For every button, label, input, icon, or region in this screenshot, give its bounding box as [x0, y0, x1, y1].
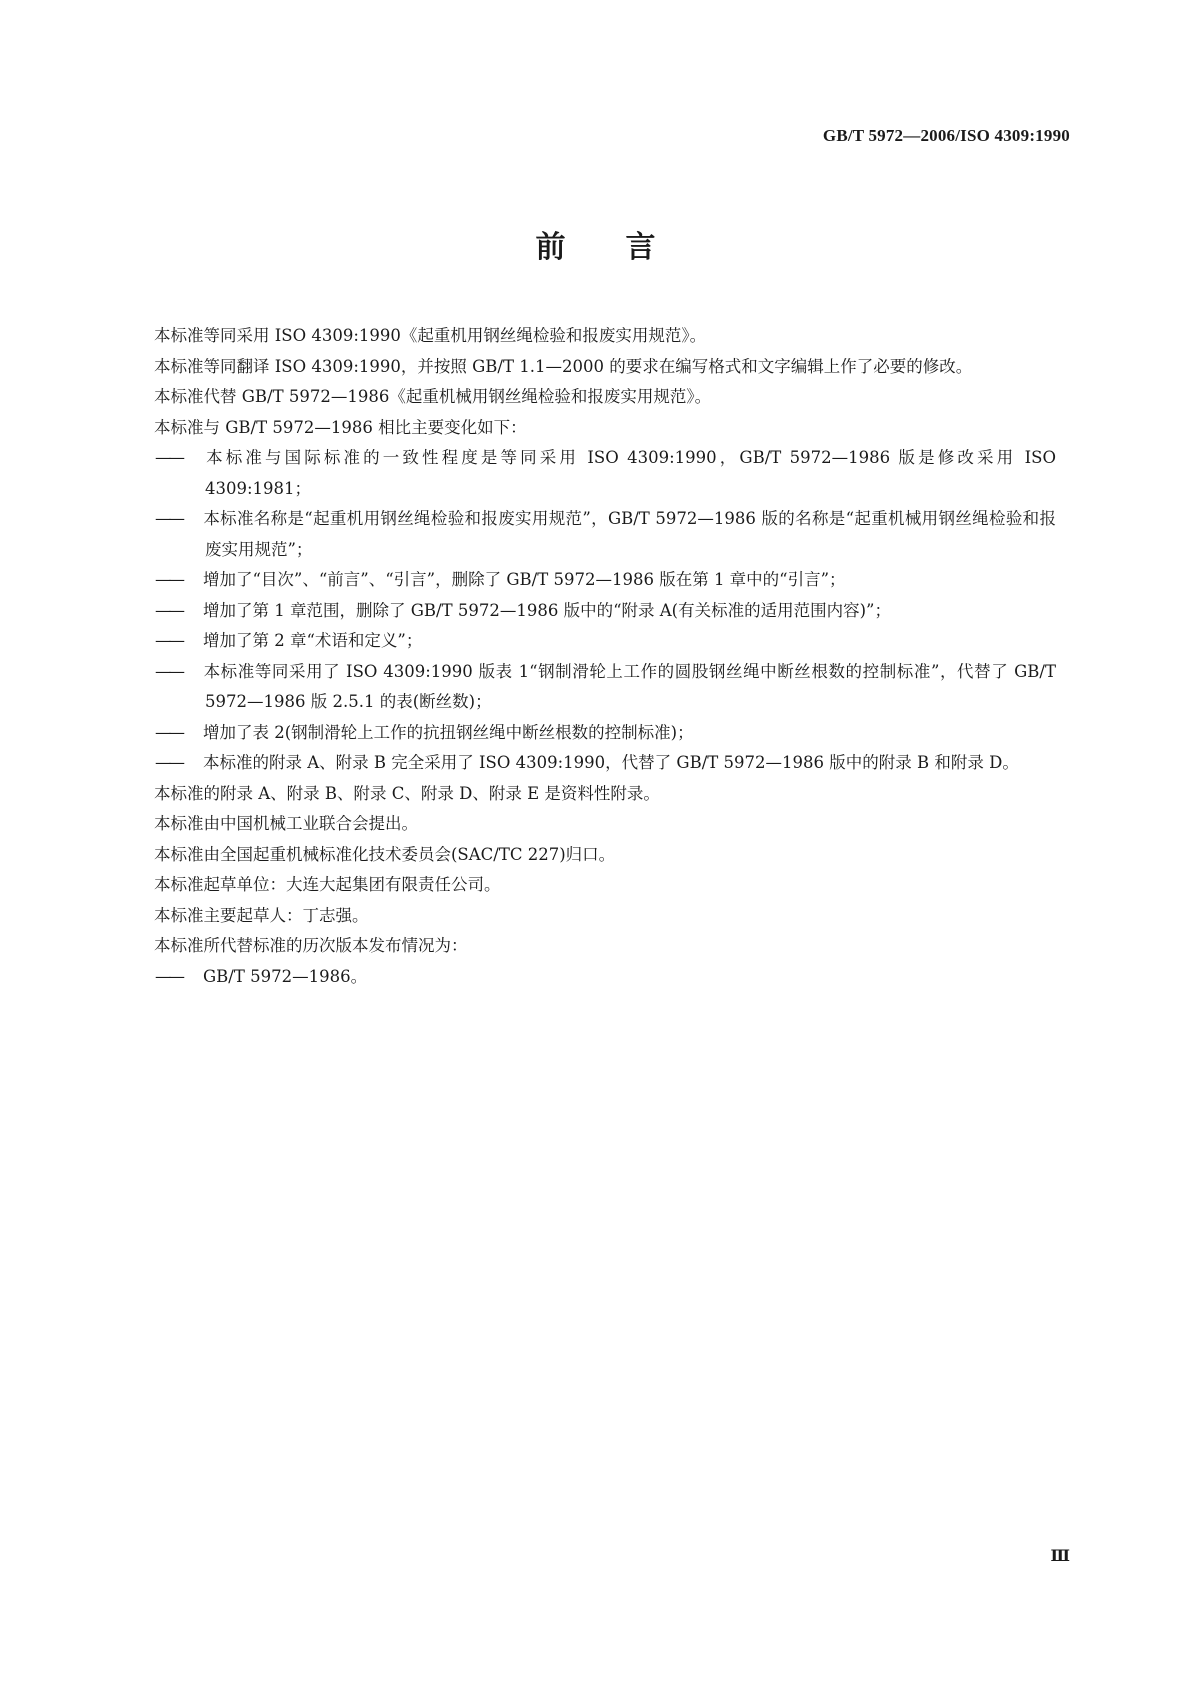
- list-item-text: 增加了第 1 章范围，删除了 GB/T 5972—1986 版中的“附录 A(有关标准的适用范围内容)”；: [203, 600, 891, 620]
- dash-marker: ——: [155, 966, 182, 986]
- list-item: [121, 718, 1056, 749]
- list-item: [121, 748, 1056, 779]
- paragraph-drafter: 本标准主要起草人：丁志强。: [154, 905, 369, 925]
- paragraph-translation: 本标准等同翻译 ISO 4309:1990，并按照 GB/T 1.1—2000 的要求在编写格式和文字编辑上作了必要的修改。: [154, 356, 973, 376]
- page-title: [0, 228, 1191, 268]
- list-item-text: 本标准与国际标准的一致性程度是等同采用 ISO 4309:1990，GB/T 5972—1986 版是修改采用 ISO 4309:1981；: [203, 448, 1056, 498]
- dash-marker: ——: [155, 753, 182, 772]
- list-item: [121, 962, 1056, 993]
- dash-marker: ——: [155, 722, 182, 742]
- dash-marker: ——: [155, 448, 182, 467]
- paragraph-history-intro: 本标准所代替标准的历次版本发布情况为：: [154, 936, 468, 955]
- changes-list: [121, 443, 1056, 779]
- history-list: [121, 962, 1056, 993]
- paragraph-annexes: 本标准的附录 A、附录 B、附录 C、附录 D、附录 E 是资料性附录。: [154, 783, 660, 803]
- list-item-text: 增加了表 2(钢制滑轮上工作的抗扭钢丝绳中断丝根数的控制标准)；: [203, 722, 694, 742]
- foreword-body: [121, 321, 1056, 992]
- list-item: [121, 626, 1056, 657]
- paragraph-adoption: 本标准等同采用 ISO 4309:1990《起重机用钢丝绳检验和报废实用规范》。: [154, 326, 707, 345]
- list-item: [121, 596, 1056, 627]
- paragraph-drafting-unit: 本标准起草单位：大连大起集团有限责任公司。: [154, 875, 501, 894]
- page-number: Ⅲ: [1050, 1548, 1070, 1565]
- list-item-text: 本标准名称是“起重机用钢丝绳检验和报废实用规范”，GB/T 5972—1986 版的名称是“起重机械用钢丝绳检验和报废实用规范”；: [203, 509, 1056, 559]
- dash-marker: ——: [155, 509, 182, 528]
- list-item-text: 增加了第 2 章“术语和定义”；: [203, 631, 423, 650]
- dash-marker: ——: [155, 570, 182, 589]
- list-item-text: 增加了“目次”、“前言”、“引言”，删除了 GB/T 5972—1986 版在第 1 章中的“引言”；: [203, 570, 846, 589]
- list-item: [121, 657, 1056, 718]
- standard-code: GB/T 5972—2006/ISO 4309:1990: [822, 126, 1070, 145]
- list-item-text: GB/T 5972—1986。: [203, 966, 368, 986]
- paragraph-replaces: 本标准代替 GB/T 5972—1986《起重机械用钢丝绳检验和报废实用规范》。: [154, 387, 712, 406]
- list-item: [121, 443, 1056, 504]
- dash-marker: ——: [155, 631, 182, 650]
- list-item: [121, 504, 1056, 565]
- dash-marker: ——: [155, 661, 182, 681]
- title-char-2: 言: [625, 230, 656, 265]
- list-item: [121, 565, 1056, 596]
- title-char-1: 前: [535, 230, 566, 265]
- dash-marker: ——: [155, 600, 182, 620]
- list-item-text: 本标准等同采用了 ISO 4309:1990 版表 1“钢制滑轮上工作的圆股钢丝绳中断丝根数的控制标准”，代替了 GB/T 5972—1986 版 2.5.1 的表(断丝数)；: [203, 661, 1056, 711]
- paragraph-proposer: 本标准由中国机械工业联合会提出。: [154, 814, 418, 833]
- list-item-text: 本标准的附录 A、附录 B 完全采用了 ISO 4309:1990，代替了 GB/T 5972—1986 版中的附录 B 和附录 D。: [203, 753, 1019, 772]
- paragraph-committee: 本标准由全国起重机械标准化技术委员会(SAC/TC 227)归口。: [154, 844, 616, 864]
- paragraph-changes-intro: 本标准与 GB/T 5972—1986 相比主要变化如下：: [154, 417, 527, 437]
